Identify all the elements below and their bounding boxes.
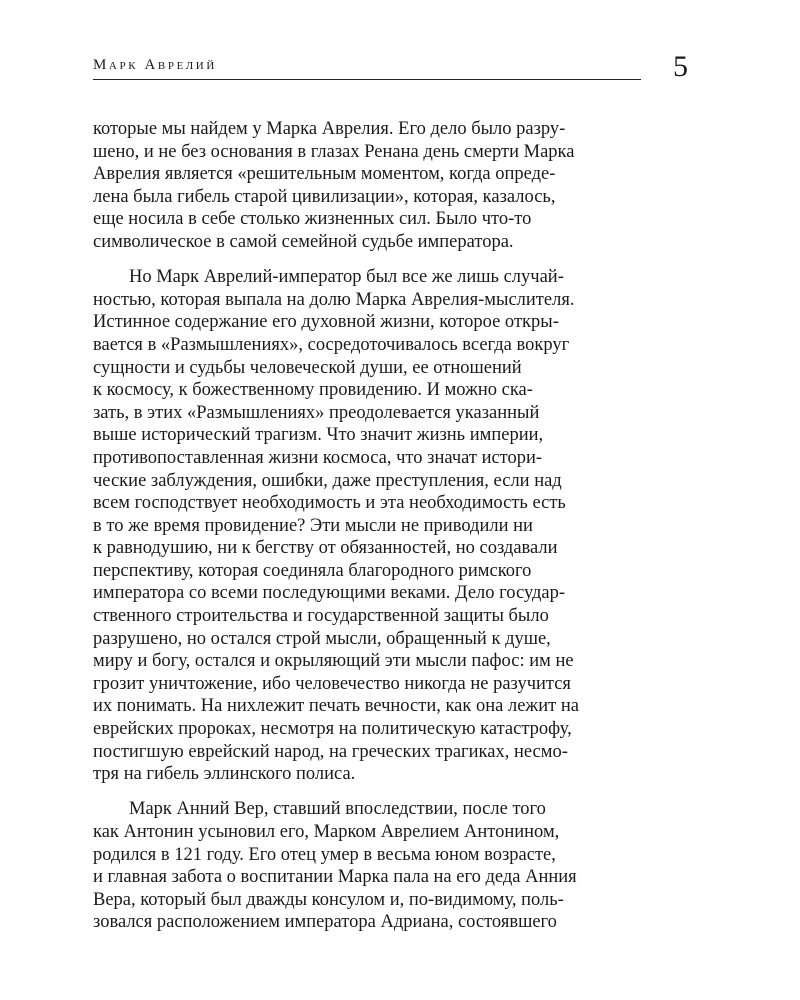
text-line: еще носила в себе столько жизненных сил. Было что-то (93, 209, 532, 230)
text-line: зать, в этих «Размышлениях» преодолевается указанный (93, 402, 540, 423)
text-line: всем господствует необходимость и эта необходимость есть (93, 493, 566, 514)
text-line: и главная забота о воспитании Марка пала на его деда Анния (93, 867, 577, 888)
text-line: которые мы найдем у Марка Аврелия. Его дело было разру- (93, 119, 566, 139)
text-line: разрушено, но остался строй мысли, обращенный к душе, (93, 628, 551, 649)
body-text (93, 118, 683, 947)
text-line: императора со всеми последующими веками. Дело государ- (93, 583, 566, 604)
paragraph-1 (93, 118, 683, 254)
text-line: к равнодушию, ни к бегству от обязанностей, но создавали (93, 538, 558, 559)
text-line: еврейских пророках, несмотря на политическую катастрофу, (93, 719, 572, 740)
text-line: родился в 121 году. Его отец умер в весьма юном возрасте, (93, 844, 556, 865)
text-line: ческие заблуждения, ошибки, даже преступления, если над (93, 470, 562, 491)
text-line: противопоставленная жизни космоса, что значат истори- (93, 447, 543, 468)
text-line: выше исторический трагизм. Что значит жизнь империи, (93, 425, 544, 446)
text-line: лена была гибель старой цивилизации», которая, казалось, (93, 186, 556, 207)
text-line: как Антонин усыновил его, Марком Аврелием Антонином, (93, 822, 560, 842)
text-line: вается в «Размышлениях», сосредоточивалось всегда вокруг (93, 334, 570, 355)
text-line: их понимать. На нихлежит печать вечности, как она лежит на (93, 696, 579, 717)
text-line: ственного строительства и государственной защиты было (93, 606, 549, 627)
text-line: зовался расположением императора Адриана, состоявшего (93, 912, 557, 933)
text-line: Истинное содержание его духовной жизни, которое откры- (93, 312, 559, 333)
text-line: грозит уничтожение, ибо человечество никогда не разучится (93, 673, 571, 694)
text-line: к космосу, к божественному провидению. И можно ска- (93, 380, 533, 401)
text-line: постигшую еврейский народ, на греческих трагиках, несмо- (93, 741, 568, 762)
text-line: перспективу, которая соединяла благородного римского (93, 560, 532, 581)
text-line: в то же время провидение? Эти мысли не приводили ни (93, 515, 533, 536)
paragraph-3 (93, 798, 683, 934)
text-line: миру и богу, остался и окрыляющий эти мысли пафос: им не (93, 651, 574, 672)
text-line: тря на гибель эллинского полиса. (93, 764, 356, 785)
header-rule (93, 79, 641, 80)
text-line: сущности и судьбы человеческой души, ее отношений (93, 357, 522, 378)
text-line: ностью, которая выпала на долю Марка Аврелия-мыслителя. (93, 289, 575, 310)
text-line: Но Марк Аврелий-император был все же лишь случай- (129, 267, 564, 288)
text-line: Марк Анний Вер, ставший впоследствии, после того (129, 799, 546, 820)
text-line: Аврелия является «решительным моментом, когда опреде- (93, 164, 556, 185)
text-line: шено, и не без основания в глазах Ренана день смерти Марка (93, 141, 575, 162)
text-line: Вера, который был дважды консулом и, по-видимому, поль- (93, 889, 564, 910)
running-title: Марк Аврелий (93, 57, 217, 73)
page-number: 5 (673, 50, 688, 83)
paragraph-2 (93, 266, 683, 786)
text-line: символическое в самой семейной судьбе императора. (93, 231, 514, 252)
